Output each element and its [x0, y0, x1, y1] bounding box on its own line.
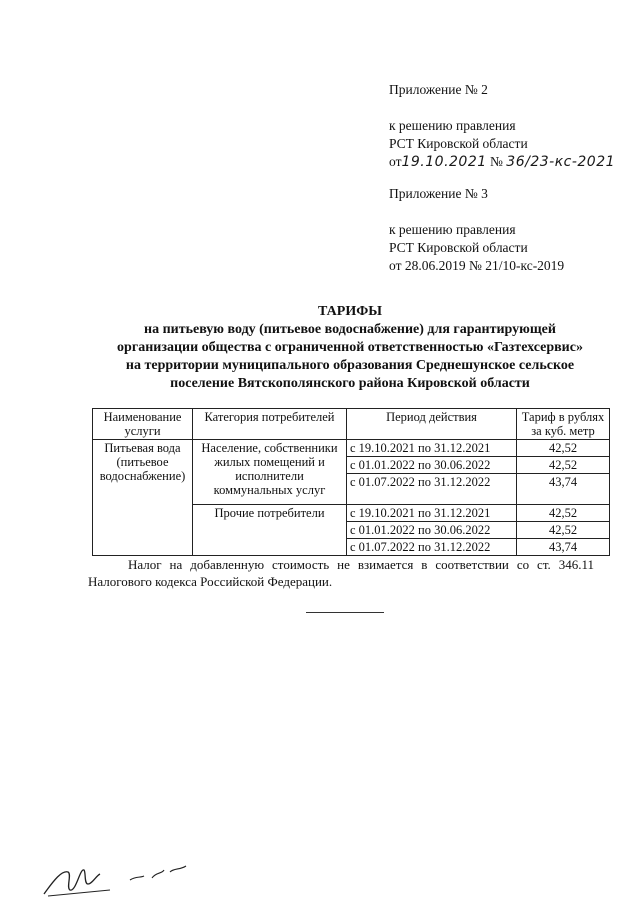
category-cell: Прочие потребители [193, 505, 347, 556]
category-cell: Население, собственники жилых помещений и исполнители коммунальных услуг [193, 440, 347, 505]
heading-line: поселение Вятскополянского района Кировской области [170, 376, 530, 391]
annex-3-authority-line: РСТ Кировской области [389, 240, 528, 255]
annex-3-block [389, 185, 564, 275]
tariff-cell: 42,52 [517, 522, 610, 539]
service-cell: Питьевая вода (питьевое водоснабжение) [93, 440, 193, 556]
table-header-row [93, 409, 610, 440]
heading-line: организации общества с ограниченной ответственностью «Газтехсервис» [117, 340, 583, 355]
heading-line: на территории муниципального образования Среднешунское сельское [125, 358, 575, 373]
annex-2-block [389, 81, 615, 171]
tariff-cell: 42,52 [517, 457, 610, 474]
annex-2-date-number-line: от19.10.2021 № 36/23-кс-2021 [389, 154, 616, 170]
heading-title: ТАРИФЫ [318, 304, 382, 319]
annex-3-title: Приложение № 3 [389, 186, 488, 201]
document-heading [70, 303, 630, 393]
handwritten-date: 19.10.2021 [401, 154, 487, 170]
tariff-cell: 42,52 [517, 505, 610, 522]
tariff-table [92, 408, 610, 556]
header-category: Категория потребителей [193, 409, 347, 440]
heading-line: на питьевую воду (питьевое водоснабжение) для гарантирующей [144, 322, 556, 337]
period-cell: с 01.01.2022 по 30.06.2022 [347, 522, 517, 539]
annex-3-date-number-line: от 28.06.2019 № 21/10-кс-2019 [389, 258, 565, 273]
tariff-cell: 43,74 [517, 539, 610, 556]
period-cell: с 19.10.2021 по 31.12.2021 [347, 505, 517, 522]
period-cell: с 01.07.2022 по 31.12.2022 [347, 539, 517, 556]
annex-2-decision-line: к решению правления [389, 118, 516, 133]
table-row [93, 440, 610, 457]
signature-mark [40, 850, 200, 900]
tariff-cell: 43,74 [517, 474, 610, 505]
period-cell: с 01.01.2022 по 30.06.2022 [347, 457, 517, 474]
annex-3-decision-line: к решению правления [389, 222, 516, 237]
tariff-cell: 42,52 [517, 440, 610, 457]
header-period: Период действия [347, 409, 517, 440]
handwritten-number: 36/23-кс-2021 [506, 154, 616, 170]
period-cell: с 19.10.2021 по 31.12.2021 [347, 440, 517, 457]
header-service: Наименование услуги [93, 409, 193, 440]
vat-note: Налог на добавленную стоимость не взимается в соответствии со ст. 346.11 Налогового кодекса Российской Федерации. [88, 557, 594, 589]
annex-2-title: Приложение № 2 [389, 82, 488, 97]
header-tariff: Тариф в рублях за куб. метр [517, 409, 610, 440]
annex-2-authority-line: РСТ Кировской области [389, 136, 528, 151]
period-cell: с 01.07.2022 по 31.12.2022 [347, 474, 517, 505]
closing-divider [306, 612, 384, 613]
